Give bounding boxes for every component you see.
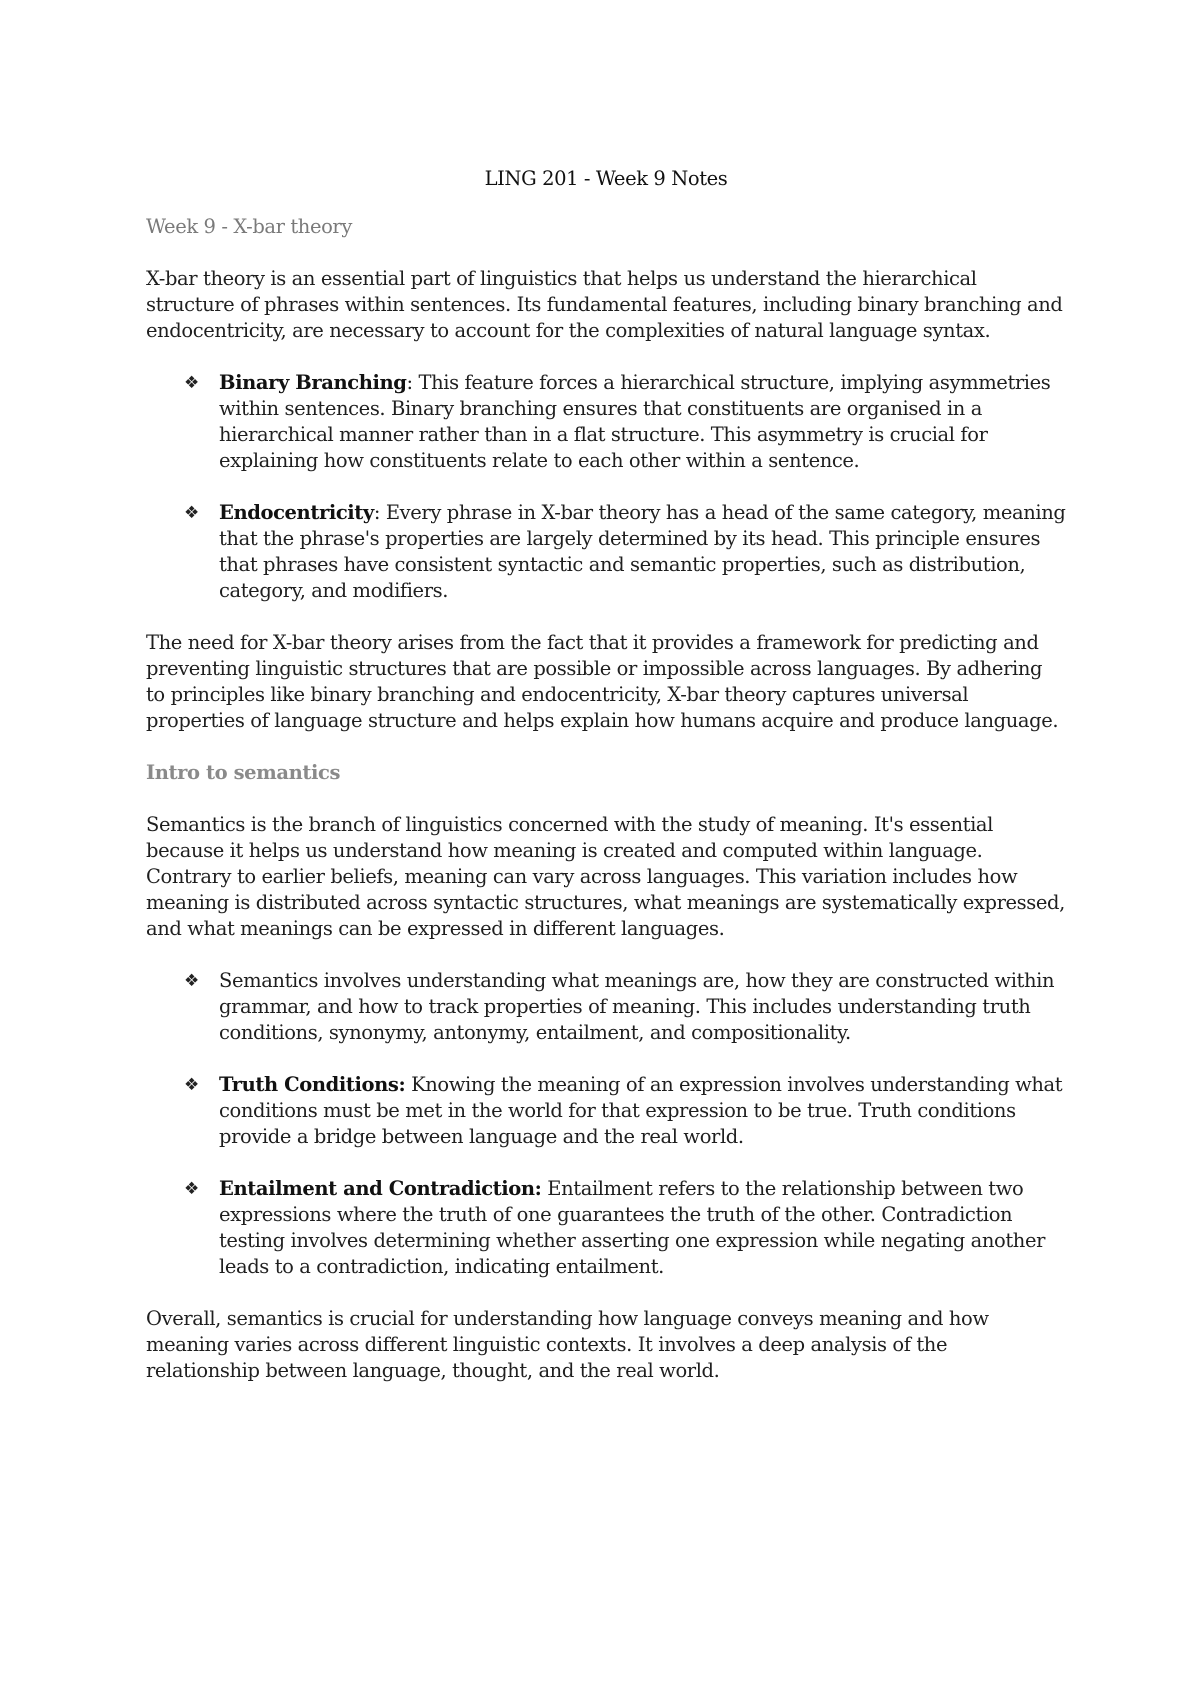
bullet-term: Binary Branching bbox=[219, 371, 407, 394]
bullet-separator: : bbox=[373, 501, 386, 524]
semantics-intro-paragraph: Semantics is the branch of linguistics concerned with the study of meaning. It's essential because it helps us understand how meaning is created and computed within language. Contrary to earlier beliefs, meaning can vary across languages. This variation includes how meaning is distributed across syntactic structures, what meanings are systematically expressed, and what meanings can be expressed in different languages. bbox=[146, 813, 1065, 940]
bullet-term: Endocentricity bbox=[219, 501, 374, 524]
bullet-separator: : bbox=[406, 371, 419, 394]
section-heading-semantics: Intro to semantics bbox=[146, 761, 341, 784]
semantics-conclusion-paragraph: Overall, semantics is crucial for understanding how language conveys meaning and how meaning varies across different linguistic contexts. It involves a deep analysis of the relationship between language, thought, and the real world. bbox=[146, 1307, 989, 1382]
list-item bbox=[146, 1072, 1066, 1150]
bullet-term: Entailment and Contradiction: bbox=[219, 1177, 542, 1200]
document-title: LING 201 - Week 9 Notes bbox=[484, 167, 728, 190]
xbar-intro-paragraph: X-bar theory is an essential part of linguistics that helps us understand the hierarchical structure of phrases within sentences. Its fundamental features, including binary branching and endocentricity, are necessary to account for the complexities of natural language syntax. bbox=[146, 267, 1063, 342]
list-item bbox=[146, 968, 1066, 1046]
document-page bbox=[146, 166, 1066, 1410]
bullet-text: Entailment refers to the relationship between two expressions where the truth of one guarantees the truth of the other. Contradiction testing involves determining whether asserting one expression while negating another leads to a contradiction, indicating entailment. bbox=[219, 1177, 1046, 1278]
list-item bbox=[146, 1176, 1066, 1280]
four-petal-diamond-icon: ❖ bbox=[184, 971, 199, 991]
four-petal-diamond-icon: ❖ bbox=[184, 1179, 199, 1199]
list-item bbox=[146, 500, 1066, 604]
bullet-text: Semantics involves understanding what meanings are, how they are constructed within grammar, and how to track properties of meaning. This includes understanding truth conditions, synonymy, antonymy, entailment, and compositionality. bbox=[219, 969, 1055, 1044]
bullet-text: This feature forces a hierarchical structure, implying asymmetries within sentences. Binary branching ensures that constituents are organised in a hierarchical manner rather than in a flat structure. This asymmetry is crucial for explaining how constituents relate to each other within a sentence. bbox=[219, 371, 1051, 472]
four-petal-diamond-icon: ❖ bbox=[184, 1075, 199, 1095]
bullet-term: Truth Conditions: bbox=[219, 1073, 406, 1096]
four-petal-diamond-icon: ❖ bbox=[184, 373, 199, 393]
bullet-text: Knowing the meaning of an expression involves understanding what conditions must be met in the world for that expression to be true. Truth conditions provide a bridge between language and the real world. bbox=[219, 1073, 1063, 1148]
four-petal-diamond-icon: ❖ bbox=[184, 503, 199, 523]
xbar-bullet-list bbox=[146, 370, 1066, 604]
semantics-bullet-list bbox=[146, 968, 1066, 1280]
bullet-text: Every phrase in X-bar theory has a head of the same category, meaning that the phrase's properties are largely determined by its head. This principle ensures that phrases have consistent syntactic and semantic properties, such as distribution, category, and modifiers. bbox=[219, 501, 1066, 602]
list-item bbox=[146, 370, 1066, 474]
xbar-conclusion-paragraph: The need for X-bar theory arises from the fact that it provides a framework for predicting and preventing linguistic structures that are possible or impossible across languages. By adhering to principles like binary branching and endocentricity, X-bar theory captures universal properties of language structure and helps explain how humans acquire and produce language. bbox=[146, 631, 1059, 732]
section-heading-xbar: Week 9 - X-bar theory bbox=[146, 215, 352, 238]
